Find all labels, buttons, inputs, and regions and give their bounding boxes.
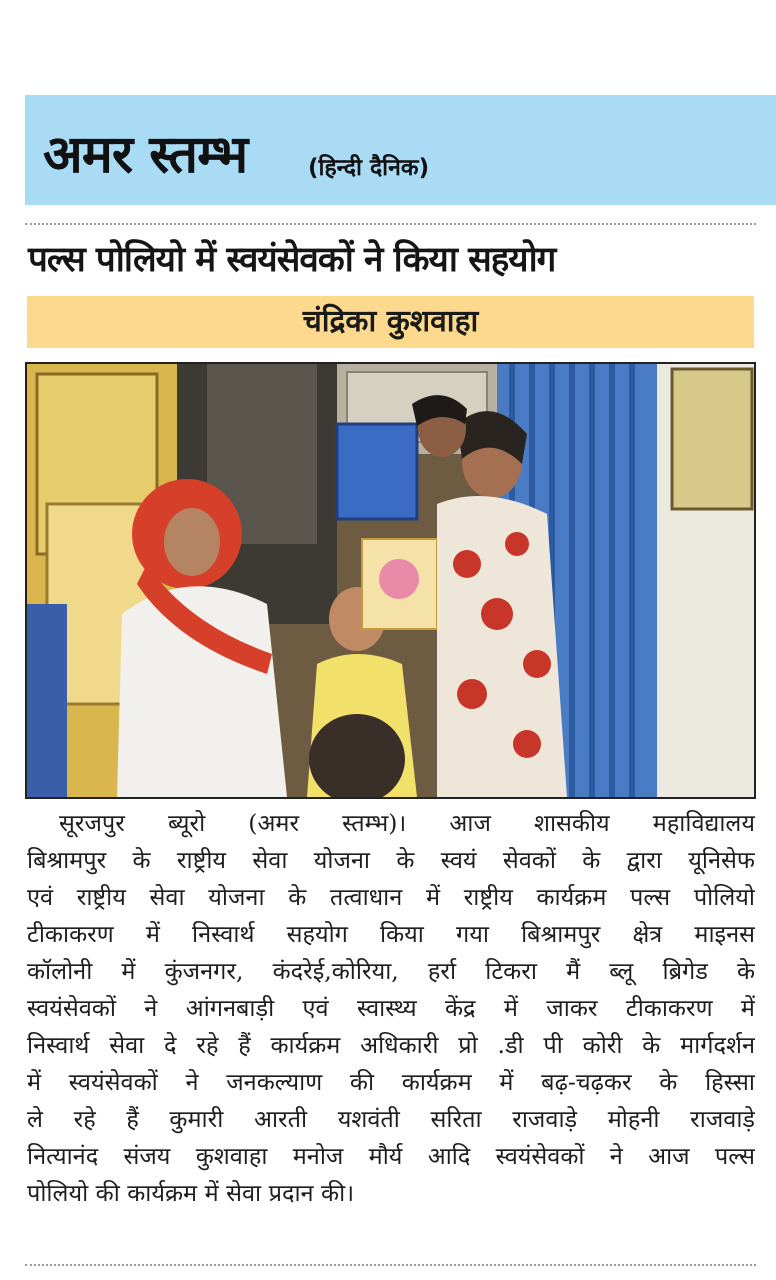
newspaper-name: अमर स्तम्भ <box>43 125 248 185</box>
article-line: में स्वयंसेवकों ने जनकल्याण की कार्यक्रम में बढ़-चढ़कर के हिस्सा <box>27 1068 755 1096</box>
byline-bar <box>27 296 754 348</box>
divider-bottom <box>25 1264 756 1266</box>
article-line: सूरजपुर ब्यूरो (अमर स्तम्भ)। आज शासकीय महाविद्यालय <box>59 809 755 837</box>
article-photo <box>25 362 756 799</box>
article-line: टीकाकरण में निस्वार्थ सहयोग किया गया बिश्रामपुर क्षेत्र माइनस <box>27 920 755 948</box>
article-byline: चंद्रिका कुशवाहा <box>302 304 479 339</box>
masthead <box>25 95 776 205</box>
divider-top <box>25 223 756 225</box>
article-line: निस्वार्थ सेवा दे रहे हैं कार्यक्रम अधिकारी प्रो .डी पी कोरी के मार्गदर्शन <box>27 1031 755 1059</box>
article-line: ले रहे हैं कुमारी आरती यशवंती सरिता राजवाड़े मोहनी राजवाड़े <box>27 1105 755 1133</box>
article-line: बिश्रामपुर के राष्ट्रीय सेवा योजना के स्वयं सेवकों के द्वारा यूनिसेफ <box>27 846 755 874</box>
article-line: कॉलोनी में कुंजनगर, कंदरेई,कोरिया, हर्रा टिकरा मैं ब्लू ब्रिगेड के <box>27 957 755 985</box>
article-line: पोलियो की कार्यक्रम में सेवा प्रदान की। <box>27 1179 355 1207</box>
article-headline: पल्स पोलियो में स्वयंसेवकों ने किया सहयोग <box>28 240 556 280</box>
article-line: नित्यानंद संजय कुशवाहा मनोज मौर्य आदि स्वयंसेवकों ने आज पल्स <box>27 1142 755 1170</box>
article-line: एवं राष्ट्रीय सेवा योजना के तत्वाधान में राष्ट्रीय कार्यक्रम पल्स पोलियो <box>27 883 755 911</box>
newspaper-subtitle: (हिन्दी दैनिक) <box>308 155 430 181</box>
article-line: स्वयंसेवकों ने आंगनबाड़ी एवं स्वास्थ्य केंद्र में जाकर टीकाकरण में <box>27 994 755 1022</box>
photo-illustration <box>27 364 754 797</box>
article-body <box>27 805 755 1212</box>
